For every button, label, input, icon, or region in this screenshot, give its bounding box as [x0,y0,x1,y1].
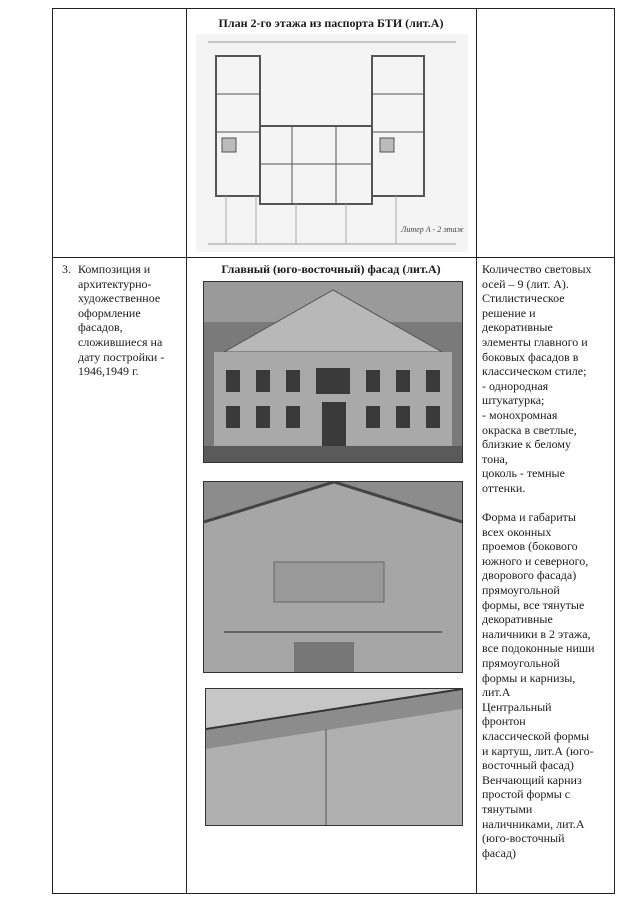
plan-label: Литер А - 2 этаж [400,225,464,234]
description-line: декоративные [482,612,553,627]
description-line: прямоугольной [482,656,560,671]
description-line: Центральный [482,699,552,714]
description-line: наличники в 2 этажа, [482,626,591,641]
row-divider [52,257,615,258]
description-line: наличниками, лит.А [482,816,585,831]
description-line: формы и карнизы, [482,670,576,685]
description-line: цоколь - темные [482,466,565,481]
description-line: декоративные [482,320,553,335]
description-line: штукатурка; [482,393,545,408]
table-bottom-border [52,893,615,894]
criterion-line: сложившиеся на [78,334,163,349]
facade-photo-main [203,281,463,463]
col-border-3 [476,8,477,894]
description-line: фасад) [482,845,517,860]
col-border-1 [52,8,53,894]
photo-caption: Главный (юго-восточный) фасад (лит.А) [221,262,441,276]
description-line: южного и северного, [482,553,589,568]
criterion-line: фасадов, [78,320,123,335]
row-number: 3. [62,262,71,276]
description-line: простой формы с [482,787,571,802]
description-line: все подоконные ниши [482,641,595,656]
criterion-line: Композиция и [78,262,151,276]
col-border-2 [186,8,187,894]
description-line: проемов (бокового [482,539,578,554]
table-top-border [52,8,615,9]
description-line: и картуш, лит.А (юго- [482,743,594,758]
description-line: оттенки. [482,480,526,495]
facade-photo-detail [203,481,463,673]
description-line: Стилистическое [482,291,565,306]
description-line: дворового фасада) [482,568,577,583]
description-line: (юго-восточный [482,831,565,846]
description-line: прямоугольной [482,583,560,598]
criterion-line: 1946,1949 г. [78,364,139,379]
description-text [482,262,612,860]
description-line: классическом стиле; [482,364,587,379]
criterion-line: художественное [78,291,161,306]
description-line: тона, [482,451,508,466]
description-line: осей – 9 (лит. А). [482,276,569,291]
criterion-line: дату постройки - [78,349,165,364]
floor-plan-image [196,34,468,252]
criterion-line: архитектурно- [78,276,152,291]
paragraph-spacer [482,496,612,511]
col-border-4 [614,8,615,894]
description-line: всех оконных [482,524,552,539]
description-line: окраска в светлые, [482,422,577,437]
description-line: тянутыми [482,801,533,816]
plan-caption: План 2-го этажа из паспорта БТИ (лит.А) [218,16,444,30]
description-line: Форма и габариты [482,510,576,525]
description-line: восточный фасад) [482,758,574,773]
description-line: Количество световых [482,262,592,276]
description-line: классической формы [482,729,590,743]
description-line: - монохромная [482,407,558,422]
description-line: - однородная [482,378,549,393]
description-line: фронтон [482,714,526,729]
description-line: элементы главного и [482,334,588,349]
criterion-line: оформление [78,305,141,320]
description-line: боковых фасадов в [482,349,579,364]
description-line: близкие к белому [482,437,571,452]
description-line: решение и [482,305,536,320]
description-line: лит.А [482,685,511,700]
description-line: Венчающий карниз [482,772,582,787]
criterion-text [78,262,184,379]
facade-photo-cornice [205,688,463,826]
description-line: формы, все тянутые [482,597,585,612]
